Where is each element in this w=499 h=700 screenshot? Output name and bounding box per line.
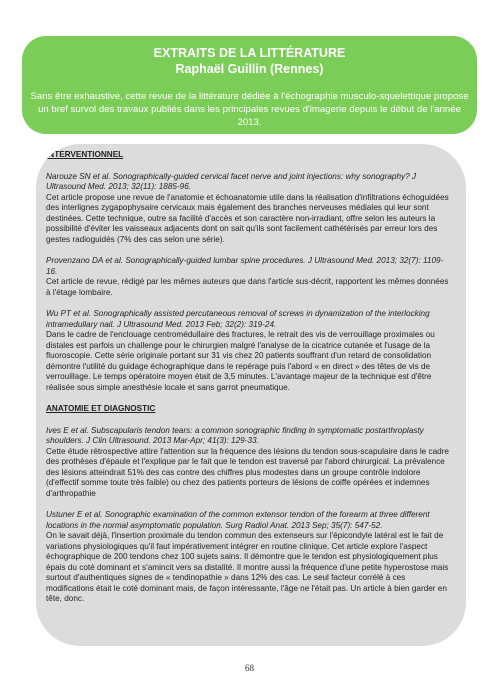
- header-intro: Sans être exhaustive, cette revue de la littérature dédiée à l'échographie musculo-squelettique propose un bref survol des travaux publiés dans les principales revues d'imagerie depuis le début de l'année 2013.: [30, 91, 469, 128]
- section-heading-anatomie: ANATOMIE ET DIAGNOSTIC: [46, 404, 156, 413]
- article-reference: Narouze SN et al. Sonographically-guided cervical facet nerve and joint injections: why sonography? J Ultrasound Med. 2013; 32(11): 1885-96.: [46, 171, 417, 191]
- header-banner: [22, 36, 477, 134]
- page-number: 68: [245, 663, 254, 673]
- section-heading-interventionnel: INTERVENTIONNEL: [46, 150, 124, 159]
- article-reference: Ives E et al. Subscapularis tendon tears: a common sonographic finding in symptomatic postarthroplasty shoulders. J Clin Ultrasound. 2013 Mar-Apr; 41(3): 129-33.: [46, 425, 424, 445]
- article-summary: Cet article de revue, rédigé par les mêmes auteurs que dans l'article sus-décrit, rapportent les mêmes données à l'étage lombaire.: [46, 277, 449, 297]
- article-reference: Provenzano DA et al. Sonographically-guided lumbar spine procedures. J Ultrasound Med. 2013; 32(7): 1109-16.: [46, 256, 444, 276]
- content-panel: [36, 144, 466, 646]
- header-title: EXTRAITS DE LA LITTÉRATURE: [153, 46, 346, 60]
- article-summary: On le savait déjà, l'insertion proximale du tendon commun des extenseurs sur l'épicondyle latéral est le fait de variations physiologiques qu'il faut impérativement intégrer en routine clinique. Cet article explore l'aspect échographique de 200 tendons chez 100 sujets sains. Il démontre que le tendon est physiologiquement plus épais du coté dominant et s'amincit vers sa distalité. Il montre aussi la fréquence d'une petite hyperostose mais surtout d'authentiques signes de « tendinopathie » dans 12% des cas. Le seul facteur corrélé à ces modifications était le coté dominant mais, de façon intéressante, l'âge ne l'était pas. Un article à bien garder en tête, donc.: [46, 531, 449, 603]
- article-summary: Cet article propose une revue de l'anatomie et échoanatomie utile dans la réalisation d'infiltrations échoguidées des interlignes zygapophysaire cervicaux mais également des branches nerveuses médiales qui leur sont destinées. Cette technique, outre sa facilité d'accès et son caractère non-irradiant, offre selon les auteurs la possibilité d'éviter les vaisseaux adjacents dont on sait qu'ils sont facilement cathétérisés par erreur lors des gestes radioguidés (7% des cas selon une série).: [46, 192, 449, 244]
- article-summary: Cette étude rétrospective attire l'attention sur la fréquence des lésions du tendon sous-scapulaire dans le cadre des prothèses d'épaule et l'explique par le fait que le tendon est traversé par l'abord chirurgical. La prévalence des lésions atteindrait 51% des cas contre des chiffres plus modestes dans un groupe contrôle indolore (d'effectif somme toute très faible) ou chez des patients porteurs de lésions de coiffe opérées et indemnes d'arthropathie: [46, 446, 449, 498]
- header-author: Raphaël Guillin (Rennes): [175, 62, 324, 76]
- article-reference: Wu PT et al. Sonographically assisted percutaneous removal of screws in dynamization of the interlocking intramedullary nail. J Ultrasound Med. 2013 Feb; 32(2): 319-24.: [46, 309, 430, 329]
- article-summary: Dans le cadre de l'enclouage centromédullaire des fractures, le retrait des vis de verrouillage proximales ou distales est parfois un challenge pour le chirurgien malgré l'analyse de la cicatrice cutanée et l'usage de la fluoroscopie. Cette série originale portant sur 31 vis chez 20 patients souffrant d'un retard de consolidation démontre l'utilité du guidage échographique dans le repérage puis l'abord « en direct » des têtes de vis de verrouillage. Le temps opératoire moyen était de 3,5 minutes. L'avantage majeur de la technique est d'être réalisée sous simple anesthésie locale et sans garrot pneumatique.: [46, 330, 435, 392]
- article-reference: Ustuner E et al. Sonographic examination of the common extensor tendon of the forearm at three different locations in the normal asymptomatic population. Surg Radiol Anat. 2013 Sep; 35(7): 547-52.: [46, 510, 430, 530]
